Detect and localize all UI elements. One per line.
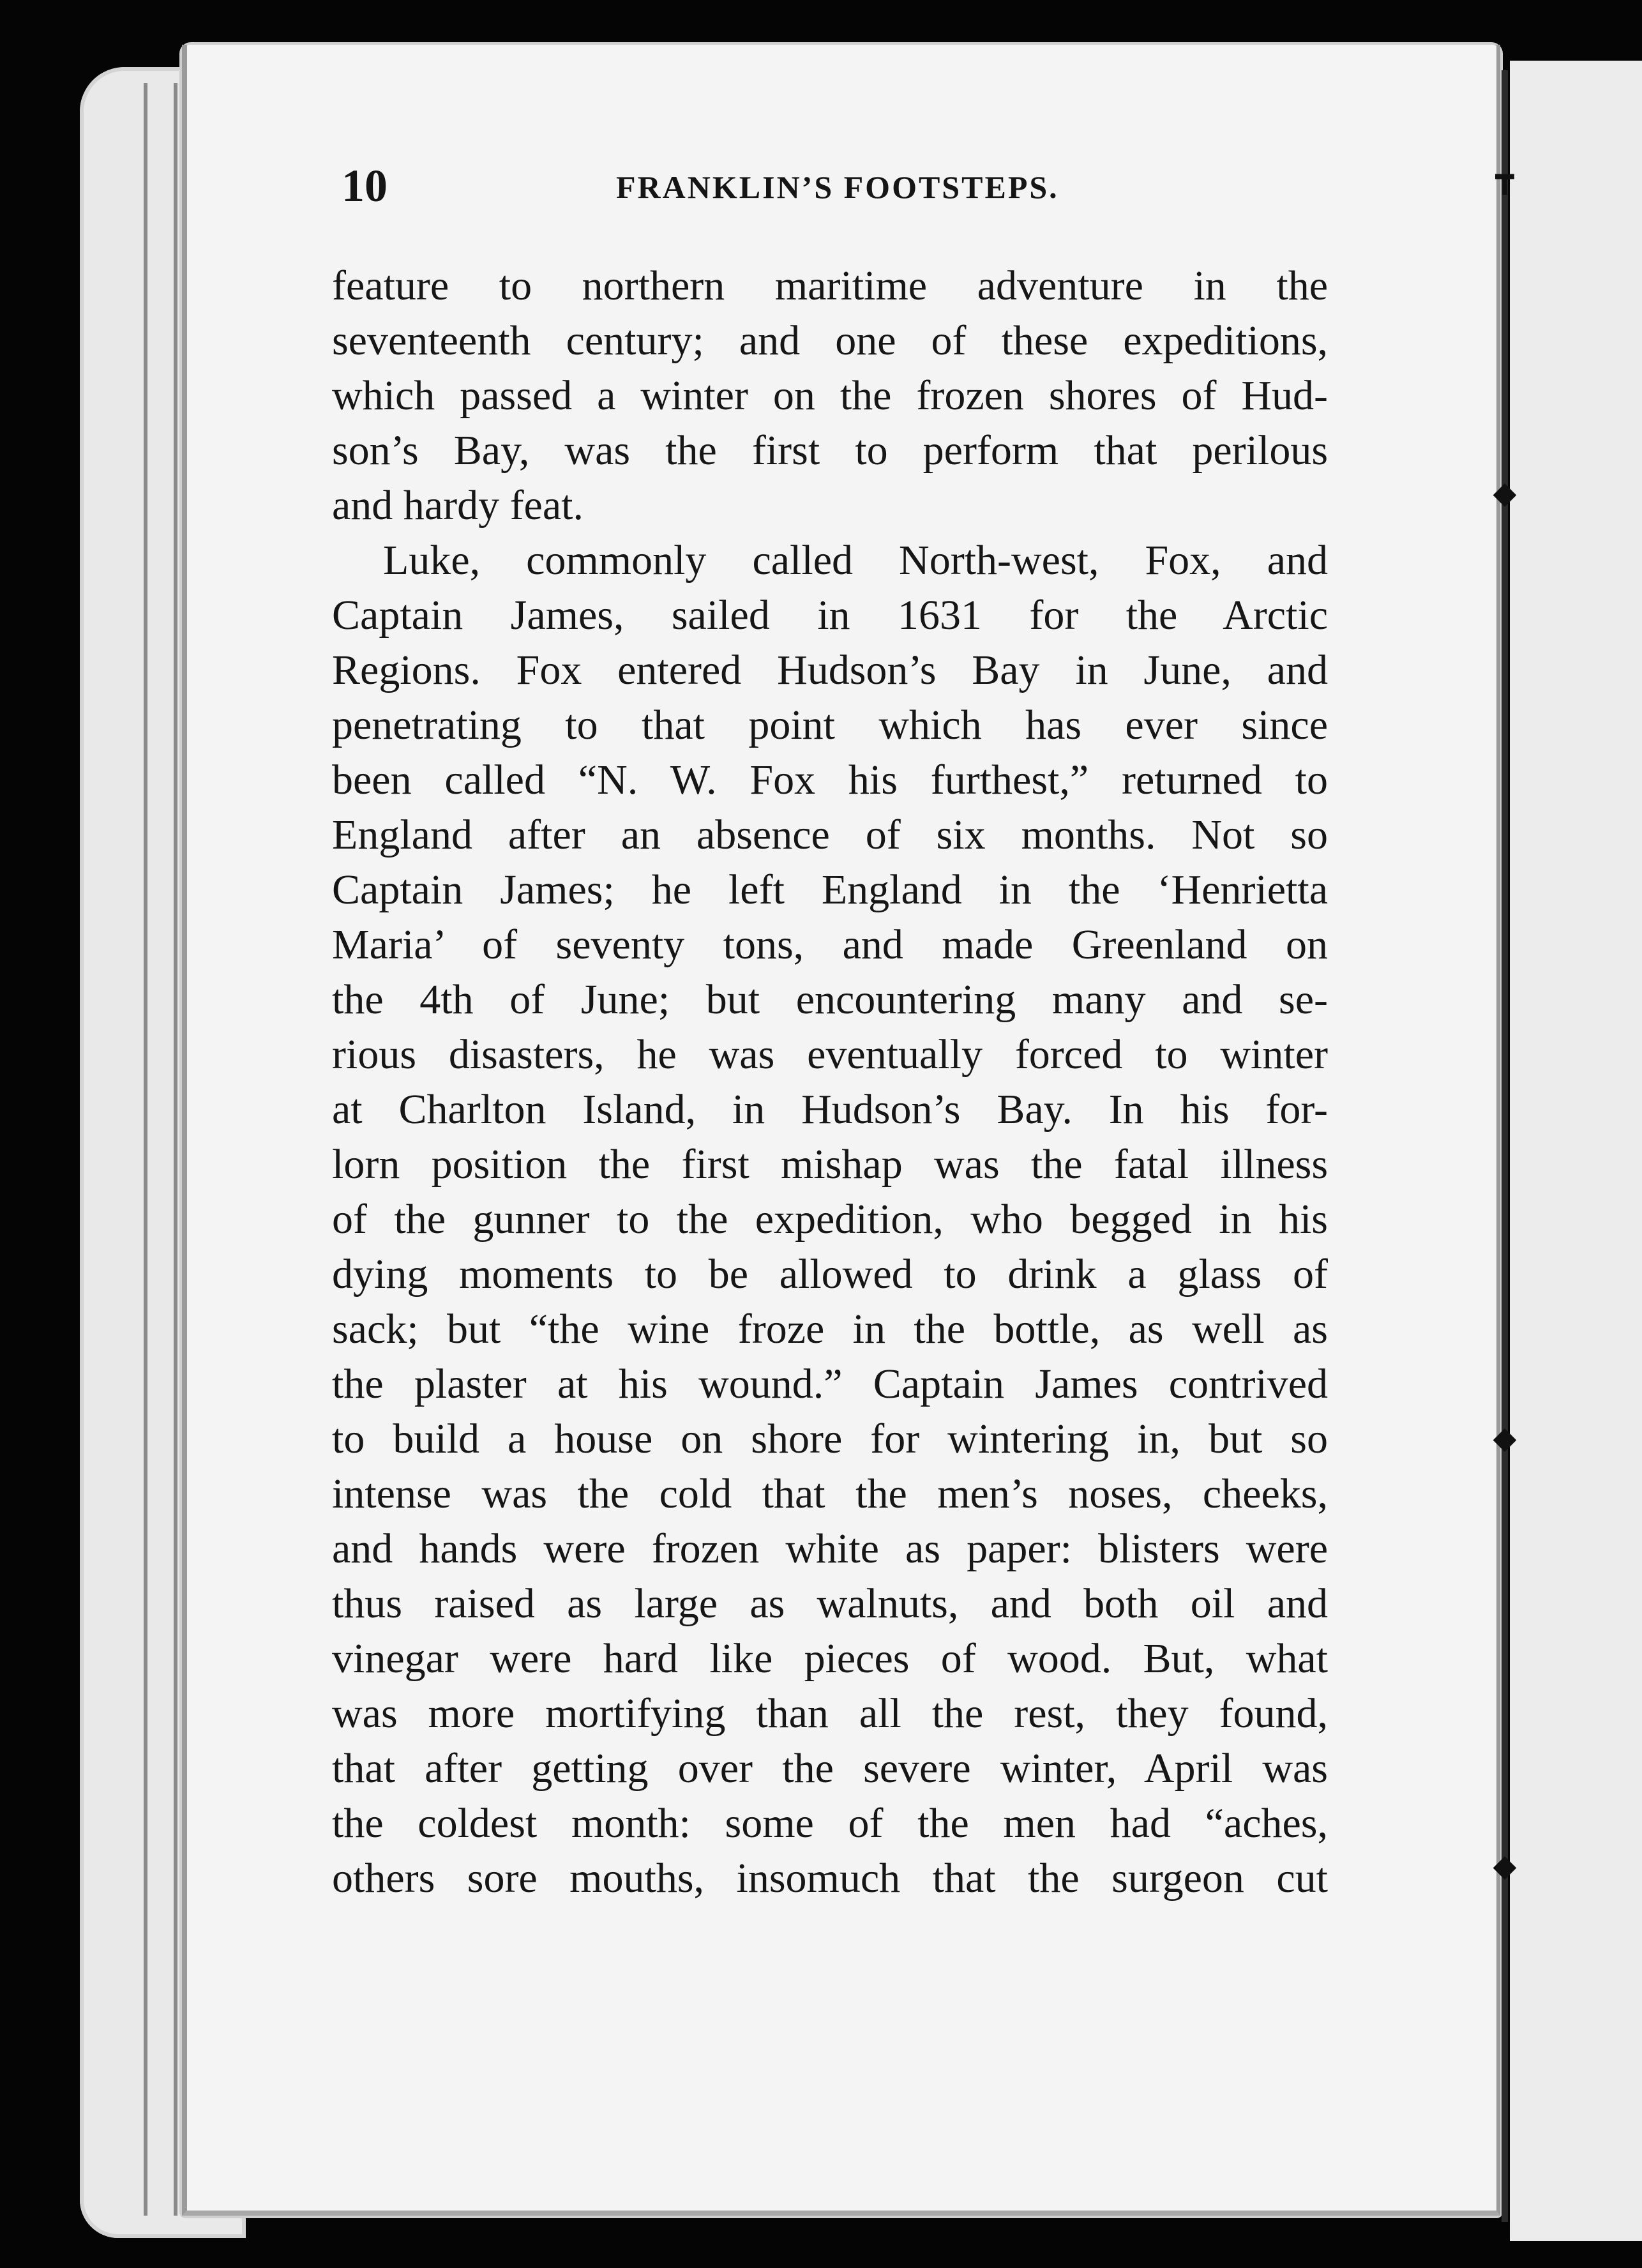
text-line: Luke, commonly called North-west, Fox, and bbox=[383, 537, 1328, 584]
text-line: dying moments to be allowed to drink a glass of bbox=[332, 1251, 1328, 1297]
text-line: Captain James; he left England in the ‘Henrietta bbox=[332, 866, 1328, 913]
text-line: thus raised as large as walnuts, and both oil and bbox=[332, 1580, 1328, 1627]
binding-stitch-icon: ┳ bbox=[1495, 159, 1514, 195]
text-line: to build a house on shore for wintering in, but so bbox=[332, 1416, 1328, 1462]
text-line: lorn position the first mishap was the fatal illness bbox=[332, 1141, 1328, 1188]
page-edge-line bbox=[144, 83, 147, 2216]
text-line: Regions. Fox entered Hudson’s Bay in June, and bbox=[332, 647, 1328, 693]
text-line: others sore mouths, insomuch that the surgeon cut bbox=[332, 1855, 1328, 1901]
text-line: sack; but “the wine froze in the bottle, as well as bbox=[332, 1306, 1328, 1352]
binding-stitch-icon: ◆ bbox=[1493, 475, 1517, 511]
running-head: FRANKLIN’S FOOTSTEPS. bbox=[616, 169, 1059, 205]
text-line: England after an absence of six months. Not so bbox=[332, 812, 1328, 858]
text-line: which passed a winter on the frozen shores of Hud- bbox=[332, 372, 1328, 419]
text-line: of the gunner to the expedition, who begged in his bbox=[332, 1196, 1328, 1243]
text-line: feature to northern maritime adventure in the bbox=[332, 262, 1328, 309]
page-header bbox=[342, 160, 1337, 217]
text-line: penetrating to that point which has ever since bbox=[332, 702, 1328, 748]
text-line: vinegar were hard like pieces of wood. But, what bbox=[332, 1635, 1328, 1682]
text-line: and hands were frozen white as paper: blisters were bbox=[332, 1525, 1328, 1572]
text-line: and hardy feat. bbox=[332, 482, 584, 529]
text-line: at Charlton Island, in Hudson’s Bay. In his for- bbox=[332, 1086, 1328, 1133]
text-line: Captain James, sailed in 1631 for the Arctic bbox=[332, 592, 1328, 639]
text-line: the plaster at his wound.” Captain James contrived bbox=[332, 1361, 1328, 1407]
binding-spine bbox=[1502, 70, 1508, 2222]
text-line: rious disasters, he was eventually forced to winter bbox=[332, 1031, 1328, 1078]
page-number: 10 bbox=[342, 160, 388, 211]
binding-stitch-icon: ◆ bbox=[1493, 1420, 1517, 1456]
text-line: son’s Bay, was the first to perform that perilous bbox=[332, 427, 1328, 474]
text-line: intense was the cold that the men’s noses, cheeks, bbox=[332, 1470, 1328, 1517]
binding-stitch-icon: ◆ bbox=[1493, 1848, 1517, 1884]
text-line: the 4th of June; but encountering many and se- bbox=[332, 976, 1328, 1023]
page-edge-line bbox=[174, 83, 177, 2216]
text-line: the coldest month: some of the men had “aches, bbox=[332, 1800, 1328, 1847]
text-line: that after getting over the severe winter, April was bbox=[332, 1745, 1328, 1792]
text-line: was more mortifying than all the rest, they found, bbox=[332, 1690, 1328, 1737]
text-line: seventeenth century; and one of these expeditions, bbox=[332, 317, 1328, 364]
facing-page bbox=[1510, 61, 1642, 2241]
text-line: Maria’ of seventy tons, and made Greenland on bbox=[332, 921, 1328, 968]
body-text bbox=[332, 259, 1328, 1906]
text-line: been called “N. W. Fox his furthest,” returned to bbox=[332, 757, 1328, 803]
